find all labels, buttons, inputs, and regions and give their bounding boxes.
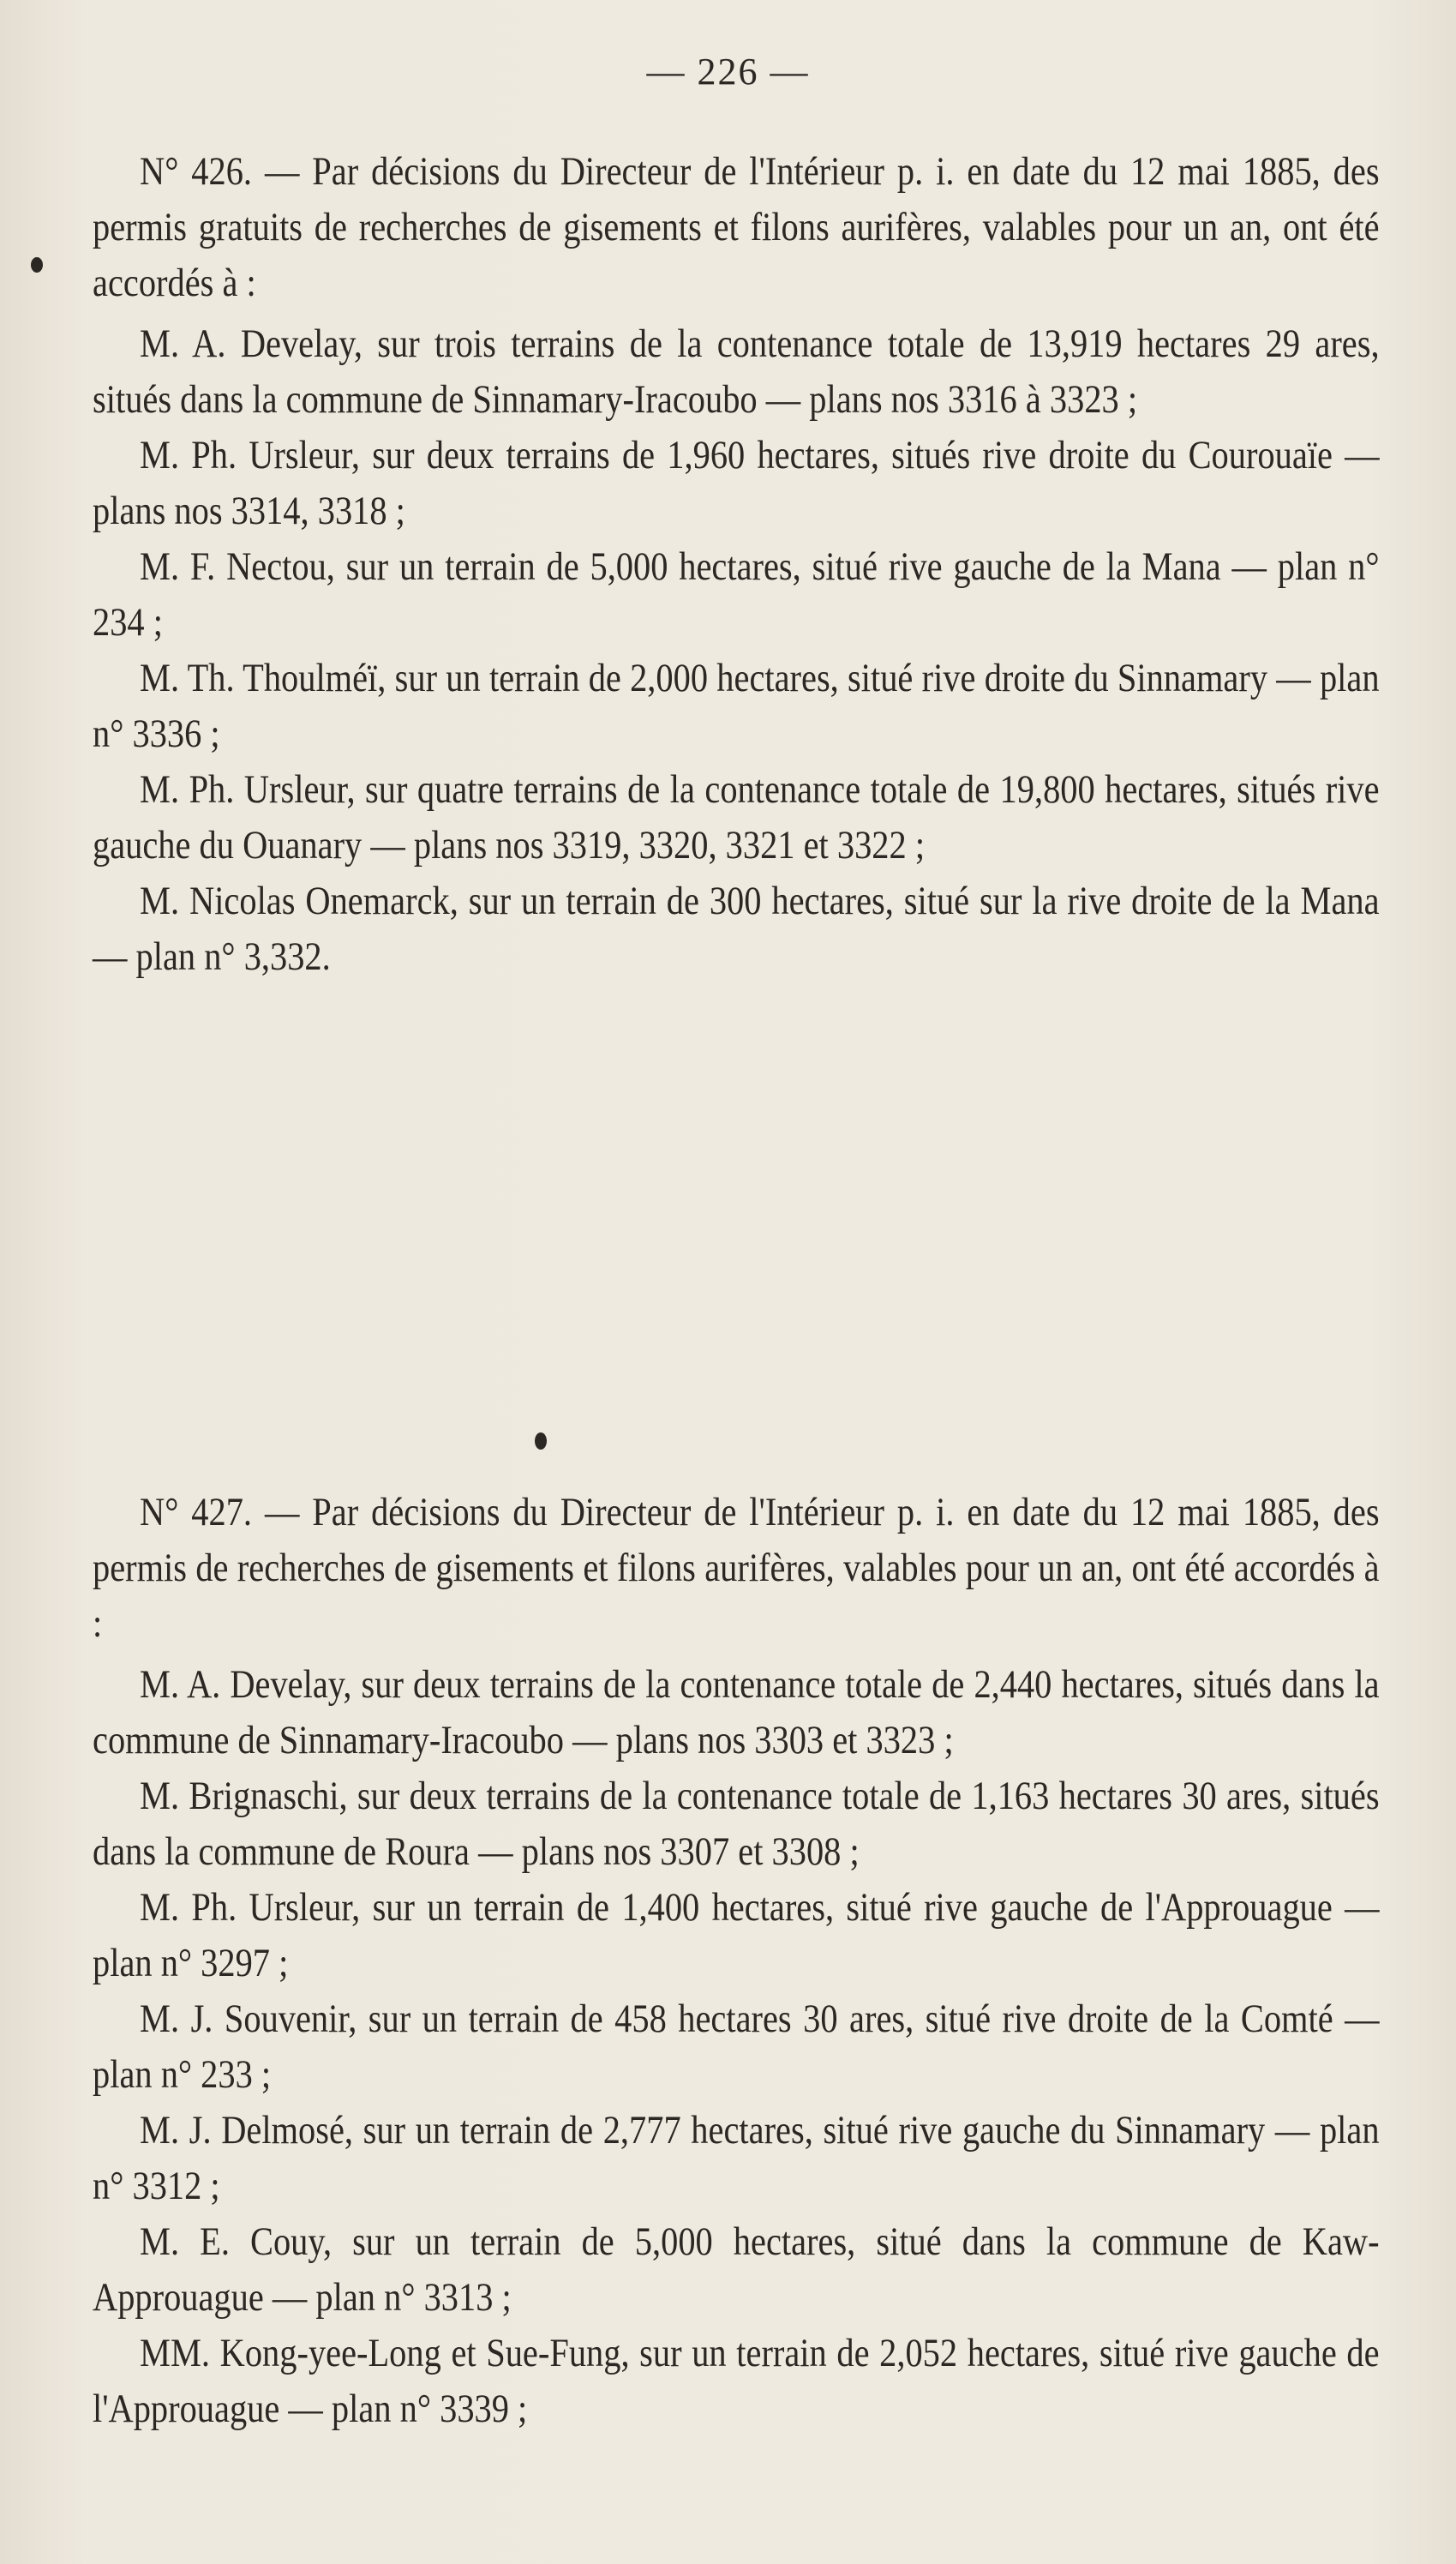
permit-entry: M. Ph. Ursleur, sur quatre terrains de la contenance totale de 19,800 hectares, situés rive gauche du Ouanary — plans nos 3319, 3320, 3321 et 3322 ; <box>93 767 1380 868</box>
permit-entry: M. A. Develay, sur deux terrains de la contenance totale de 2,440 hectares, situés dans la commune de Sinnamary-Iracoubo — plans nos 3303 et 3323 ; <box>93 1662 1380 1762</box>
permit-entry: M. J. Souvenir, sur un terrain de 458 hectares 30 ares, situé rive droite de la Comté — plan n° 233 ; <box>93 1997 1380 2097</box>
permit-entry: MM. Kong-yee-Long et Sue-Fung, sur un terrain de 2,052 hectares, situé rive gauche de l'Approuague — plan n° 3339 ; <box>93 2331 1380 2431</box>
permit-entry: M. Ph. Ursleur, sur un terrain de 1,400 hectares, situé rive gauche de l'Approuague — plan n° 3297 ; <box>93 1885 1380 1985</box>
margin-mark <box>31 257 43 273</box>
permit-entry: M. E. Couy, sur un terrain de 5,000 hectares, situé dans la commune de Kaw-Approuague — plan n° 3313 ; <box>93 2219 1380 2320</box>
permit-entry: M. F. Nectou, sur un terrain de 5,000 hectares, situé rive gauche de la Mana — plan n° 234 ; <box>93 544 1380 645</box>
section-427 <box>93 1485 1380 2437</box>
section-separator <box>535 1432 547 1450</box>
page-number: — 226 — <box>646 51 810 93</box>
section-426 <box>93 144 1380 985</box>
permit-entry: M. Th. Thoulméï, sur un terrain de 2,000 hectares, situé rive droite du Sinnamary — plan n° 3336 ; <box>93 656 1380 756</box>
permit-entry: M. J. Delmosé, sur un terrain de 2,777 hectares, situé rive gauche du Sinnamary — plan n° 3312 ; <box>93 2108 1380 2208</box>
permit-entry: M. A. Develay, sur trois terrains de la contenance totale de 13,919 hectares 29 ares, situés dans la commune de Sinnamary-Iracoubo — plans nos 3316 à 3323 ; <box>93 321 1380 422</box>
permit-entry: M. Brignaschi, sur deux terrains de la contenance totale de 1,163 hectares 30 ares, situés dans la commune de Roura — plans nos 3307 et 3308 ; <box>93 1774 1380 1874</box>
permit-entry: M. Ph. Ursleur, sur deux terrains de 1,960 hectares, situés rive droite du Courouaïe — plans nos 3314, 3318 ; <box>93 433 1380 533</box>
section-intro: N° 427. — Par décisions du Directeur de l'Intérieur p. i. en date du 12 mai 1885, des permis de recherches de gisements et filons aurifères, valables pour un an, ont été accordés à : <box>93 1490 1380 1646</box>
section-intro: N° 426. — Par décisions du Directeur de l'Intérieur p. i. en date du 12 mai 1885, des permis gratuits de recherches de gisements et filons aurifères, valables pour un an, ont été accordés à : <box>93 149 1380 305</box>
permit-entry: M. Nicolas Onemarck, sur un terrain de 300 hectares, situé sur la rive droite de la Mana — plan n° 3,332. <box>93 879 1380 979</box>
